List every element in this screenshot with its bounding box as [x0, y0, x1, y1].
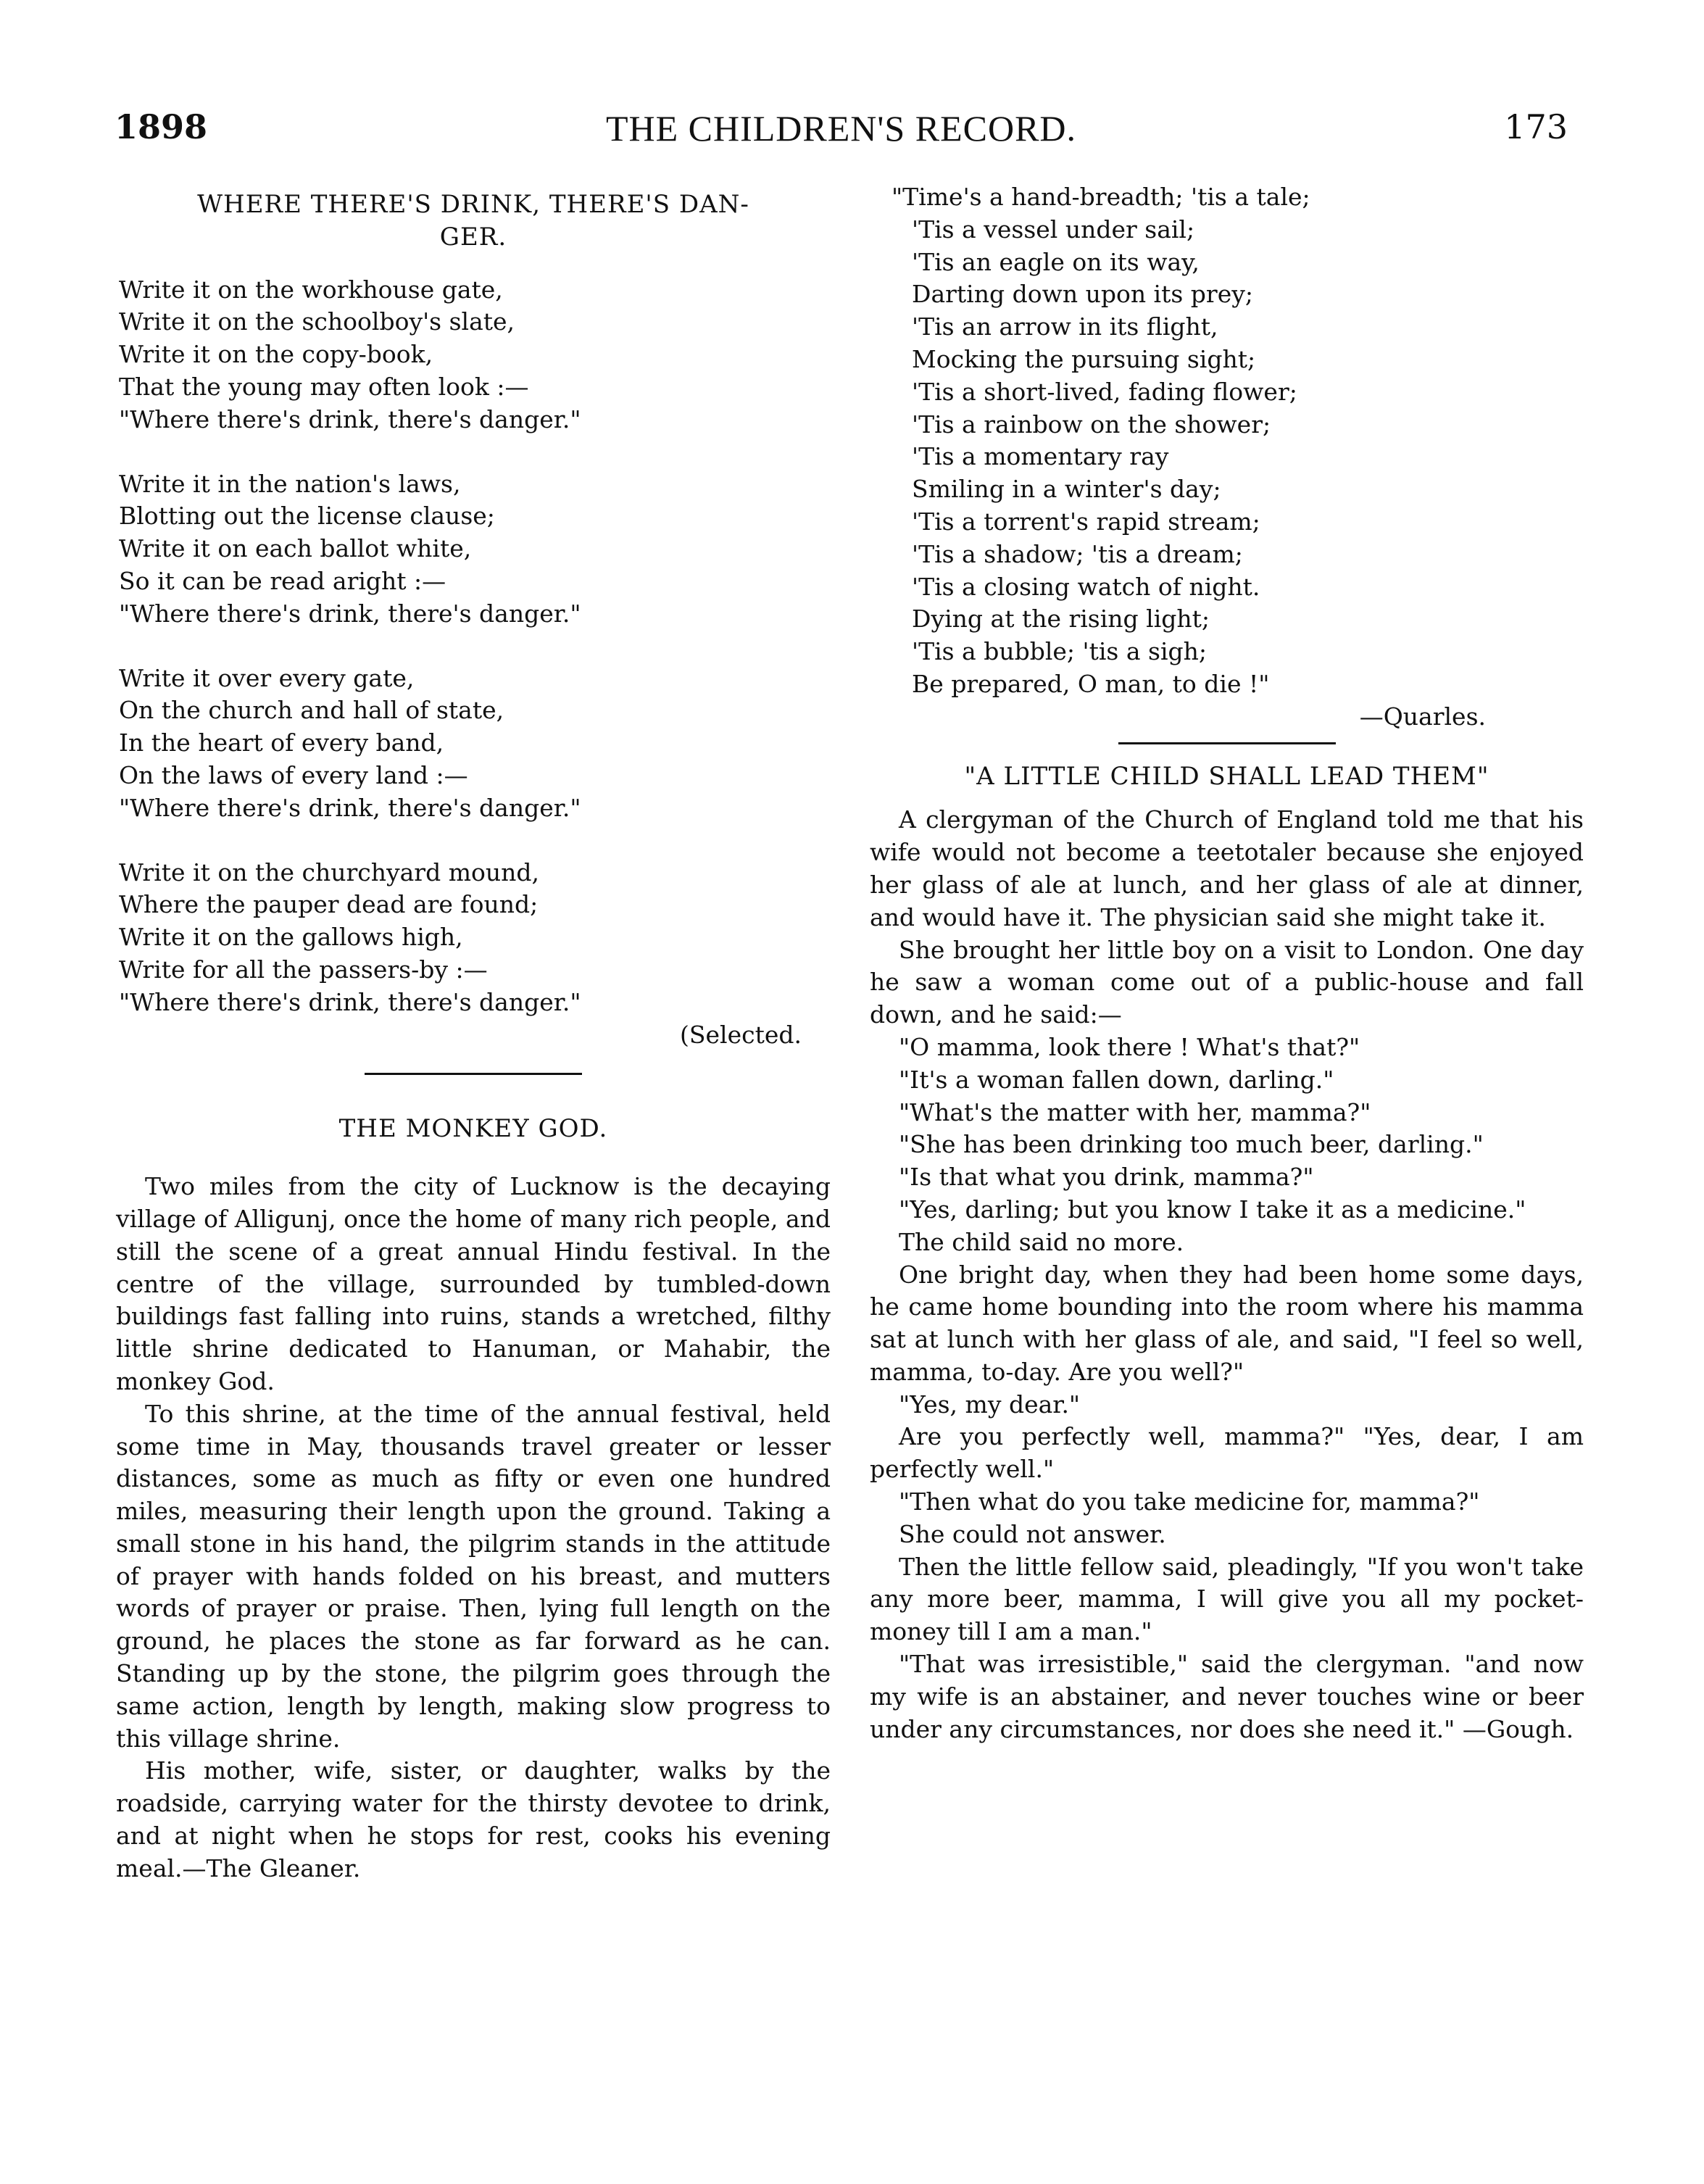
poem-line: Write it over every gate,: [119, 663, 415, 692]
poem-line: Write it on the workhouse gate,: [119, 275, 503, 304]
poem-line: Be prepared, O man, to die !": [912, 669, 1270, 698]
poem-line: "Where there's drink, there's danger.": [119, 793, 581, 822]
poem-line: That the young may often look :—: [119, 372, 529, 401]
dialogue-line: "Is that what you drink, mamma?": [899, 1163, 1314, 1192]
poem-line: 'Tis a short-lived, fading flower;: [912, 377, 1297, 406]
right-column: [870, 181, 1584, 1745]
article-title: "A LITTLE CHILD SHALL LEAD THEM": [964, 761, 1489, 791]
poem-line: Write it in the nation's laws,: [119, 469, 461, 498]
article-paragraph: One bright day, when they had been home some days, he came home bounding into the room where his mamma sat at lunch with her glass of ale, and said, "I feel so well, mamma, to-day. Are you well?": [870, 1260, 1584, 1386]
poem-stanza-2: [119, 468, 831, 631]
article-paragraph: Two miles from the city of Lucknow is the decaying village of Alligunj, once the home of many rich people, and still the scene of a great annual Hindu festival. In the centre of the village, surrounded by tumbled-down buildings fast falling into ruins, stands a wretched, filthy little shrine dedicated to Hanuman, or Mahabir, the monkey God.: [116, 1172, 831, 1395]
poem-line: 'Tis a bubble; 'tis a sigh;: [912, 637, 1208, 666]
poem-title-line-2: GER.: [439, 222, 507, 252]
poem-line: In the heart of every band,: [119, 728, 444, 757]
section-divider: [365, 1073, 582, 1075]
dialogue-line: "O mamma, look there ! What's that?": [899, 1032, 1360, 1061]
poem-line: Dying at the rising light;: [912, 605, 1210, 634]
poem-line: 'Tis an eagle on its way,: [912, 247, 1200, 276]
poem-line: "Where there's drink, there's danger.": [119, 599, 581, 628]
poem-attribution: —Quarles.: [1359, 702, 1486, 731]
poem-line: Darting down upon its prey;: [912, 280, 1253, 309]
poem-line: 'Tis an arrow in its flight,: [912, 312, 1218, 341]
poem-line: 'Tis a closing watch of night.: [912, 572, 1260, 601]
poem-title-line-1: WHERE THERE'S DRINK, THERE'S DAN-: [197, 190, 749, 219]
poem-line: 'Tis a rainbow on the shower;: [912, 410, 1271, 439]
dialogue-line: Are you perfectly well, mamma?" "Yes, dear, I am perfectly well.": [870, 1422, 1584, 1484]
dialogue-line: "Yes, my dear.": [899, 1390, 1081, 1419]
poem-line: Mocking the pursuing sight;: [912, 344, 1256, 373]
poem-stanza-3: [119, 663, 831, 825]
poem-line: Write it on the schoolboy's slate,: [119, 307, 515, 336]
dialogue-line: "Then what do you take medicine for, mamma?": [899, 1487, 1480, 1516]
dialogue-line: She could not answer.: [899, 1519, 1166, 1548]
poem-line: Smiling in a winter's day;: [912, 475, 1221, 504]
poem-line: Blotting out the license clause;: [119, 502, 495, 531]
header-year: 1898: [115, 107, 208, 146]
poem-attribution: (Selected.: [680, 1020, 802, 1049]
dialogue-line: "What's the matter with her, mamma?": [899, 1097, 1371, 1126]
article-paragraph: She brought her little boy on a visit to London. One day he saw a woman come out of a public-house and fall down, and he said:—: [870, 935, 1584, 1029]
article-paragraph: A clergyman of the Church of England told me that his wife would not become a teetotaler because she enjoyed her glass of ale at lunch, and her glass of ale at dinner, and would have it. The physician said she might take it.: [870, 805, 1584, 931]
header-title: THE CHILDREN'S RECORD.: [605, 108, 1077, 149]
article-title: THE MONKEY GOD.: [338, 1114, 608, 1144]
poem-line: Write it on the copy-book,: [119, 340, 433, 369]
left-column: [116, 181, 831, 1885]
poem-line: 'Tis a vessel under sail;: [912, 215, 1195, 244]
poem-line: Where the pauper dead are found;: [119, 890, 539, 919]
article-paragraph: To this shrine, at the time of the annual festival, held some time in May, thousands travel greater or lesser distances, some as much as fifty or even one hundred miles, measuring their length upon the ground. Taking a small stone in his hand, the pilgrim stands in the attitude of prayer with hands folded on his breast, and mutters words of prayer or praise. Then, lying full length on the ground, he places the stone as far forward as he can. Standing up by the stone, the pilgrim goes through the same action, length by length, making slow progress to this village shrine.: [116, 1399, 831, 1753]
poem-line: On the laws of every land :—: [119, 760, 468, 789]
poem-line: So it can be read aright :—: [119, 566, 446, 595]
dialogue-line: "She has been drinking too much beer, darling.": [899, 1130, 1484, 1159]
poem-stanza-4: [119, 857, 831, 1019]
poem-title: [116, 188, 831, 254]
quarles-poem: [870, 181, 1584, 701]
article-paragraph: Then the little fellow said, pleadingly, "If you won't take any more beer, mamma, I will give you all my pocket-money till I am a man.": [870, 1552, 1584, 1646]
dialogue-line: "Yes, darling; but you know I take it as a medicine.": [899, 1195, 1526, 1224]
poem-line: "Where there's drink, there's danger.": [119, 987, 581, 1016]
poem-line: Write it on the gallows high,: [119, 923, 463, 952]
poem-line: Write it on each ballot white,: [119, 534, 472, 563]
poem-line: 'Tis a shadow; 'tis a dream;: [912, 539, 1243, 568]
poem-line: "Time's a hand-breadth; 'tis a tale;: [892, 183, 1310, 211]
poem-line: "Where there's drink, there's danger.": [119, 404, 581, 433]
poem-line: Write for all the passers-by :—: [119, 955, 488, 984]
dialogue-line: The child said no more.: [899, 1227, 1184, 1256]
page-number: 173: [1504, 107, 1568, 146]
dialogue-line: "It's a woman fallen down, darling.": [899, 1065, 1334, 1094]
poem-line: Write it on the churchyard mound,: [119, 858, 539, 887]
page-header: [115, 107, 1568, 158]
article-paragraph: "That was irresistible," said the clergyman. "and now my wife is an abstainer, and never touches wine or beer under any circumstances, nor does she need it." —Gough.: [870, 1650, 1584, 1743]
poem-line: 'Tis a momentary ray: [912, 442, 1169, 471]
section-divider: [1118, 742, 1336, 744]
poem-stanza-1: [119, 274, 831, 436]
article-paragraph: His mother, wife, sister, or daughter, walks by the roadside, carrying water for the thirsty devotee to drink, and at night when he stops for rest, cooks his evening meal.—The Gleaner.: [116, 1756, 831, 1882]
poem-line: 'Tis a torrent's rapid stream;: [912, 507, 1260, 536]
poem-line: On the church and hall of state,: [119, 696, 504, 725]
